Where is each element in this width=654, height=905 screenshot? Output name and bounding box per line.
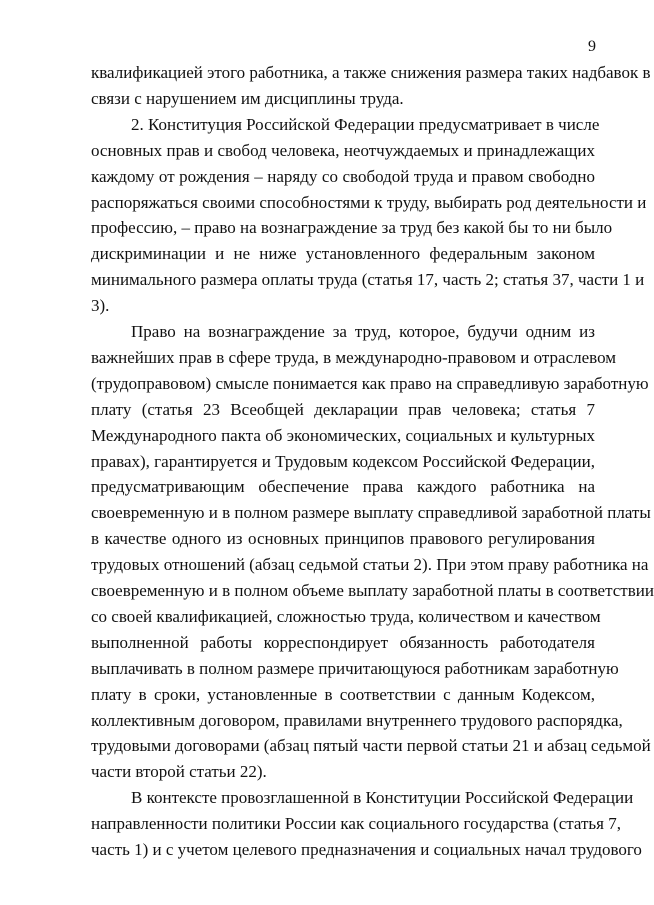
text-line: часть 1) и с учетом целевого предназначения и социальных начал трудового [91, 840, 642, 859]
text-line: связи с нарушением им дисциплины труда. [91, 89, 404, 108]
text-line: предусматривающим обеспечение права каждого работника на [91, 477, 595, 496]
text-line: своевременную и в полном размере выплату справедливой заработной платы [91, 503, 651, 522]
page-number: 9 [588, 38, 596, 55]
text-line: выплачивать в полном размере причитающуюся работникам заработную [91, 659, 619, 678]
text-line: трудовыми договорами (абзац пятый части первой статьи 21 и абзац седьмой [91, 736, 651, 755]
text-line: 3). [91, 296, 110, 315]
text-line: направленности политики России как социального государства (статья 7, [91, 814, 621, 833]
text-line: со своей квалификацией, сложностью труда, количеством и качеством [91, 607, 601, 626]
text-line: В контексте провозглашенной в Конституции Российской Федерации [131, 788, 634, 807]
text-line: 2. Конституция Российской Федерации предусматривает в числе [131, 115, 600, 134]
text-line: в качестве одного из основных принципов правового регулирования [91, 529, 595, 548]
text-line: (трудоправовом) смысле понимается как право на справедливую заработную [91, 374, 649, 393]
text-line: правах), гарантируется и Трудовым кодексом Российской Федерации, [91, 452, 595, 471]
text-line: квалификацией этого работника, а также снижения размера таких надбавок в [91, 63, 651, 82]
text-line: Международного пакта об экономических, социальных и культурных [91, 426, 595, 445]
text-line: плату в сроки, установленные в соответствии с данным Кодексом, [91, 685, 595, 704]
text-line: плату (статья 23 Всеобщей декларации прав человека; статья 7 [91, 400, 595, 419]
text-line: профессию, – право на вознаграждение за труд без какой бы то ни было [91, 218, 613, 237]
text-line: каждому от рождения – наряду со свободой труда и правом свободно [91, 167, 595, 186]
text-line: дискриминации и не ниже установленного федеральным законом [91, 244, 595, 263]
text-line: важнейших прав в сфере труда, в международно-правовом и отраслевом [91, 348, 617, 367]
text-line: выполненной работы корреспондирует обязанность работодателя [91, 633, 595, 652]
text-line: минимального размера оплаты труда (статья 17, часть 2; статья 37, части 1 и [91, 270, 645, 289]
text-line: основных прав и свобод человека, неотчуждаемых и принадлежащих [91, 141, 595, 160]
text-line: коллективным договором, правилами внутреннего трудового распорядка, [91, 711, 623, 730]
text-line: распоряжаться своими способностями к труду, выбирать род деятельности и [91, 193, 647, 212]
text-line: части второй статьи 22). [91, 762, 267, 781]
text-line: Право на вознаграждение за труд, которое, будучи одним из [131, 322, 595, 341]
text-line: трудовых отношений (абзац седьмой статьи 2). При этом праву работника на [91, 555, 649, 574]
text-line: своевременную и в полном объеме выплату заработной платы в соответствии [91, 581, 654, 600]
